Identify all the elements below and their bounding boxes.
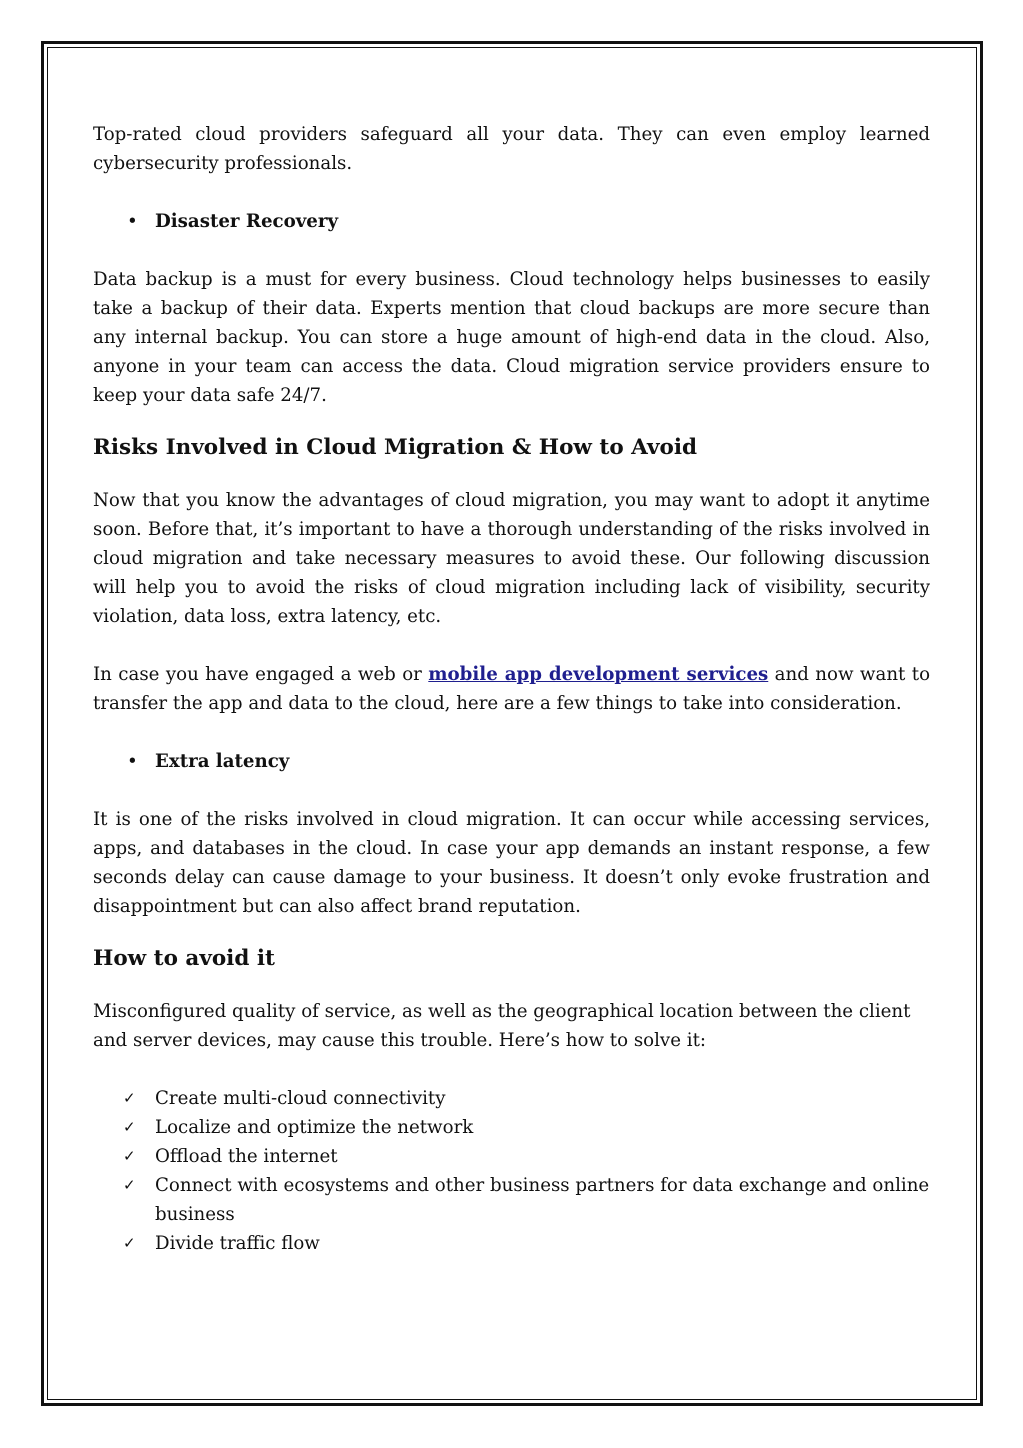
bullet-item-extra-latency: [93, 747, 930, 776]
checklist-item-label: Connect with ecosystems and other business partners for data exchange and online business: [155, 1175, 930, 1225]
checkmark-icon: ✓: [123, 1176, 136, 1194]
disaster-paragraph: Data backup is a must for every business. Cloud technology helps businesses to easily take a backup of their data. Experts mention that cloud backups are more secure than any internal backup. You can store a huge amount of high-end data in the cloud. Also, anyone in your team can access the data. Cloud migration service providers ensure to keep your data safe 24/7.: [93, 269, 930, 406]
checklist-item-label: Create multi-cloud connectivity: [155, 1088, 446, 1109]
checklist-item: [93, 1171, 930, 1229]
intro-paragraph: Top-rated cloud providers safeguard all your data. They can even employ learned cybersecurity professionals.: [93, 124, 930, 174]
checkmark-icon: ✓: [123, 1089, 136, 1107]
avoid-paragraph: Misconfigured quality of service, as well as the geographical location between the client and server devices, may cause this trouble. Here’s how to solve it:: [93, 1001, 911, 1051]
checklist-item-label: Offload the internet: [155, 1146, 338, 1167]
bullet-heading: Disaster Recovery: [155, 211, 339, 232]
checklist-item: [93, 1113, 930, 1142]
checkmark-icon: ✓: [123, 1118, 136, 1136]
bullet-heading: Extra latency: [155, 751, 290, 772]
engagement-paragraph: [93, 660, 930, 718]
checklist-item-label: Localize and optimize the network: [155, 1117, 474, 1138]
latency-paragraph: It is one of the risks involved in cloud migration. It can occur while accessing services, apps, and databases in the cloud. In case your app demands an instant response, a few seconds delay can cause damage to your business. It doesn’t only evoke frustration and disappointment but can also affect brand reputation.: [93, 809, 930, 917]
checklist-item-label: Divide traffic flow: [155, 1233, 320, 1254]
bullet-dot-icon: •: [127, 211, 138, 232]
engagement-text-after: and now want to transfer the app and data to the cloud, here are a few things to take into consideration.: [93, 664, 931, 714]
disaster-bullet-list: [93, 207, 930, 236]
section-heading-how-to-avoid: How to avoid it: [93, 946, 275, 971]
risks-paragraph: Now that you know the advantages of cloud migration, you may want to adopt it anytime soon. Before that, it’s important to have a thorough understanding of the risks involved in cloud migration and take necessary measures to avoid these. Our following discussion will help you to avoid the risks of cloud migration including lack of visibility, security violation, data loss, extra latency, etc.: [93, 490, 930, 627]
latency-bullet-list: [93, 747, 930, 776]
checkmark-icon: ✓: [123, 1147, 136, 1165]
section-heading-risks: Risks Involved in Cloud Migration & How to Avoid: [93, 435, 698, 460]
checklist-item: [93, 1142, 930, 1171]
mobile-app-development-link[interactable]: mobile app development services: [428, 664, 769, 685]
bullet-dot-icon: •: [127, 751, 138, 772]
solution-checklist: [93, 1084, 930, 1258]
bullet-item-disaster-recovery: [93, 207, 930, 236]
checkmark-icon: ✓: [123, 1234, 136, 1252]
document-body: [93, 120, 930, 1258]
checklist-item: [93, 1229, 930, 1258]
checklist-item: [93, 1084, 930, 1113]
engagement-text-before: In case you have engaged a web or: [93, 664, 429, 685]
